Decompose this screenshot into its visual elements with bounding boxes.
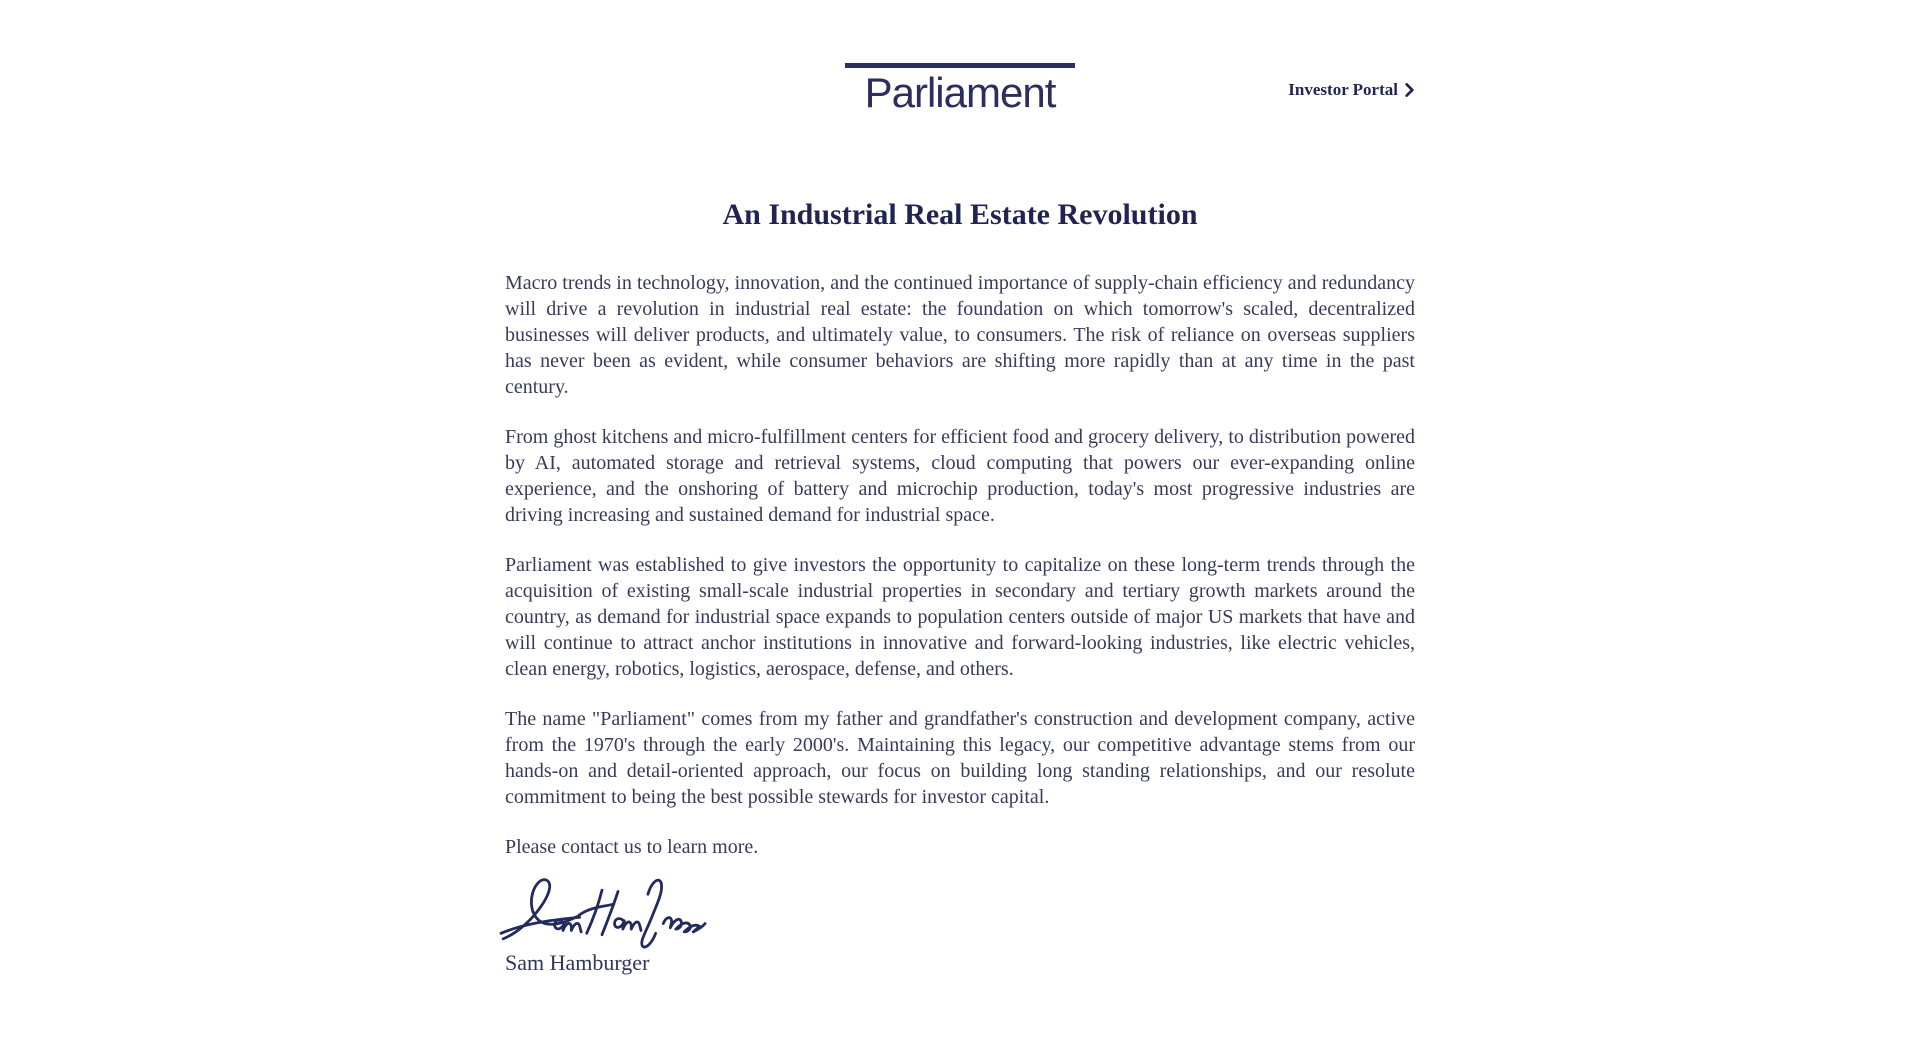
chevron-right-icon — [1404, 83, 1415, 97]
parliament-logo[interactable]: Parliament — [845, 63, 1076, 116]
contact-line: Please contact us to learn more. — [505, 836, 759, 858]
letter-paragraph: The name "Parliament" comes from my father and grandfather's construction and development company, active from the 1970's through the early 2000's. Maintaining this legacy, our competitive advantage stems from our hands-on and detail-oriented approach, our focus on building long standing relationships, and our resolute commitment to being the best possible stewards for investor capital. — [505, 708, 1415, 808]
letter-paragraph: Macro trends in technology, innovation, and the continued importance of supply-chain efficiency and redundancy will drive a revolution in industrial real estate: the foundation on which tomorrow's scaled, decentralized businesses will deliver products, and ultimately value, to consumers. The risk of reliance on overseas suppliers has never been as evident, while consumer behaviors are shifting more rapidly than at any time in the past century. — [505, 272, 1415, 398]
page-title: An Industrial Real Estate Revolution — [722, 198, 1198, 231]
page-background — [0, 58, 1920, 1051]
investor-portal-label: Investor Portal — [1288, 80, 1398, 99]
letter-paragraph: Parliament was established to give investors the opportunity to capitalize on these long-term trends through the acquisition of existing small-scale industrial properties in secondary and tertiary growth markets around the country, as demand for industrial space expands to population centers outside of major US markets that have and will continue to attract anchor institutions in innovative and forward-looking industries, like electric vehicles, clean energy, robotics, logistics, aerospace, defense, and others. — [505, 554, 1415, 680]
investor-portal-link[interactable] — [1288, 80, 1415, 100]
site-header — [505, 58, 1415, 122]
letter-body — [505, 270, 1415, 976]
content-column — [505, 58, 1415, 976]
letter-paragraph: From ghost kitchens and micro-fulfillment centers for efficient food and grocery delivery, to distribution powered by AI, automated storage and retrieval systems, cloud computing that powers our ever-expanding online experience, and the onshoring of battery and microchip production, today's most progressive industries are driving increasing and sustained demand for industrial space. — [505, 426, 1415, 526]
signatory-name: Sam Hamburger — [505, 950, 650, 975]
signature-image — [497, 872, 707, 950]
signature-block — [497, 872, 1415, 950]
